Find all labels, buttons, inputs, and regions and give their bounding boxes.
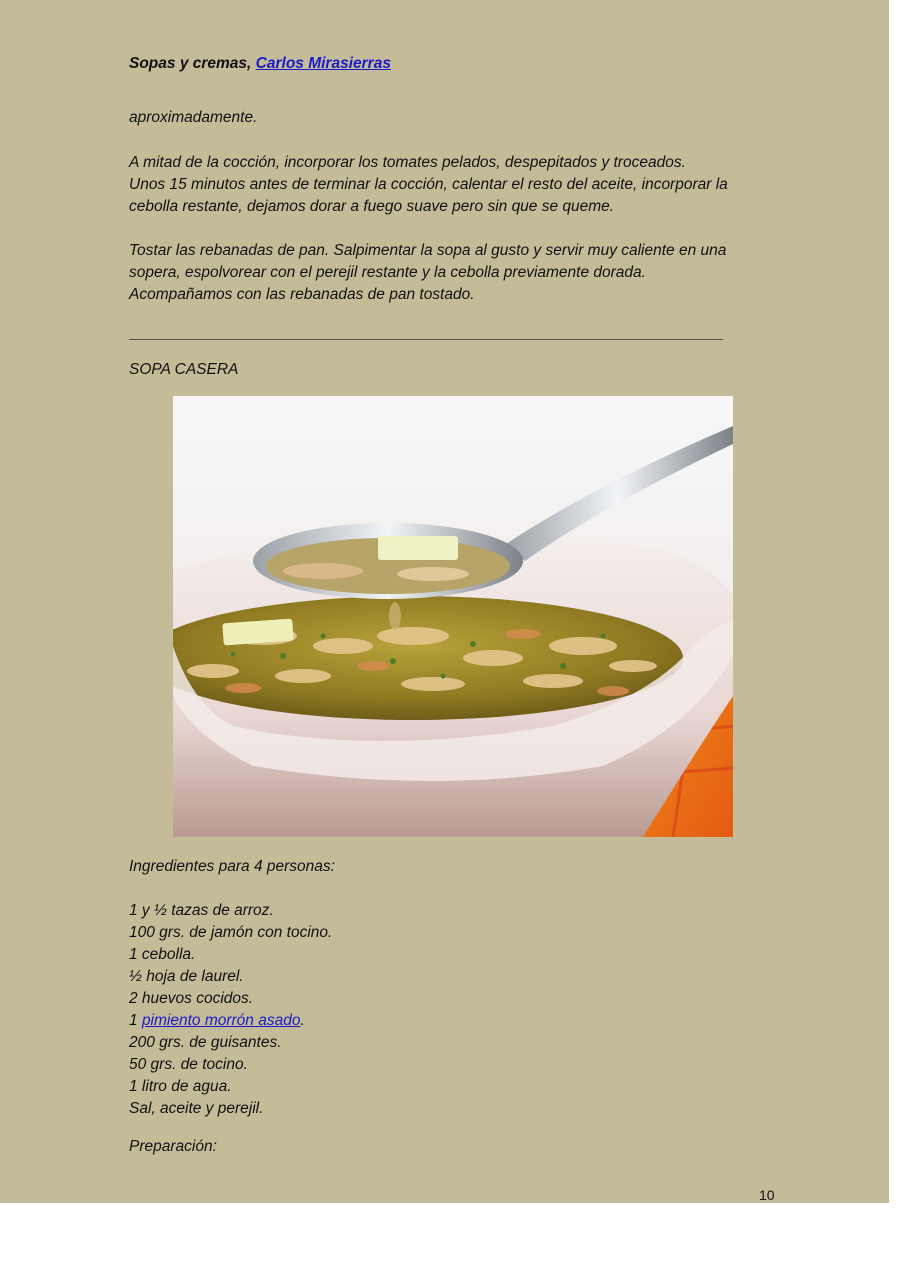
ingredient-item-pepper: [129, 1010, 305, 1032]
pepper-prefix: 1: [129, 1012, 142, 1029]
header-title: Sopas y cremas,: [129, 55, 252, 72]
page-header: [129, 53, 391, 75]
paragraph-line: sopera, espolvorear con el perejil restante y la cebolla previamente dorada.: [129, 264, 646, 281]
ingredient-item: ½ hoja de laurel.: [129, 968, 244, 985]
ingredient-item: 2 huevos cocidos.: [129, 990, 254, 1007]
paragraph-line: Tostar las rebanadas de pan. Salpimentar la sopa al gusto y servir muy caliente en una: [129, 242, 727, 259]
paragraph-line: Acompañamos con las rebanadas de pan tostado.: [129, 286, 475, 303]
author-link[interactable]: Carlos Mirasierras: [255, 55, 391, 72]
page-number: 10: [759, 1187, 775, 1203]
paragraph-line: cebolla restante, dejamos dorar a fuego suave pero sin que se queme.: [129, 198, 615, 215]
ingredient-item: 1 y ½ tazas de arroz.: [129, 902, 274, 919]
ingredient-item: 100 grs. de jamón con tocino.: [129, 924, 333, 941]
recipe-title: SOPA CASERA: [129, 361, 239, 378]
paragraph-line: aproximadamente.: [129, 109, 258, 126]
ingredients-heading: Ingredientes para 4 personas:: [129, 858, 335, 875]
separator-line: [129, 339, 723, 340]
pepper-link[interactable]: pimiento morrón asado: [141, 1012, 301, 1029]
soup-photo: [173, 396, 733, 837]
pepper-suffix: .: [300, 1012, 305, 1029]
ingredient-item: 50 grs. de tocino.: [129, 1056, 248, 1073]
paragraph-line: Unos 15 minutos antes de terminar la cocción, calentar el resto del aceite, incorporar la: [129, 176, 728, 193]
ingredient-item: Sal, aceite y perejil.: [129, 1100, 264, 1117]
soup-bowl-image: [173, 396, 733, 837]
paragraph-line: A mitad de la cocción, incorporar los tomates pelados, despepitados y troceados.: [129, 154, 686, 171]
preparation-heading: Preparación:: [129, 1138, 217, 1155]
ingredient-item: 1 cebolla.: [129, 946, 196, 963]
ingredient-item: 200 grs. de guisantes.: [129, 1034, 282, 1051]
ingredient-item: 1 litro de agua.: [129, 1078, 232, 1095]
